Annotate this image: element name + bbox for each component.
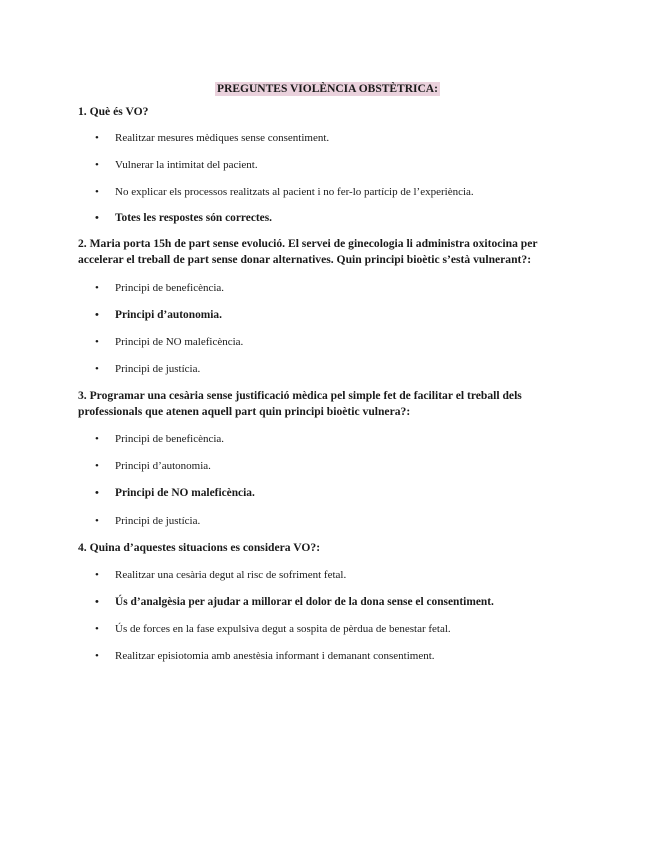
- question-3: 3. Programar una cesària sense justificació mèdica pel simple fet de facilitar el treball dels professionals que atenen aquell part quin principi bioètic vulnera?:: [78, 389, 522, 418]
- bullet-icon: •: [95, 487, 99, 499]
- bullet-icon: •: [95, 596, 99, 608]
- question-1-option-4-correct: [95, 211, 575, 225]
- question-3-option-2: [95, 459, 575, 473]
- bullet-icon: •: [95, 212, 99, 224]
- bullet-icon: •: [95, 159, 99, 171]
- option-text: Ús d’analgèsia per ajudar a millorar el dolor de la dona sense el consentiment.: [115, 596, 494, 608]
- option-text: Realitzar episiotomia amb anestèsia informant i demanant consentiment.: [115, 650, 435, 662]
- bullet-icon: •: [95, 309, 99, 321]
- option-text: Principi de NO maleficència.: [115, 336, 244, 348]
- bullet-icon: •: [95, 363, 99, 375]
- question-2-option-1: [95, 281, 575, 295]
- question-4-option-1: [95, 568, 575, 582]
- option-text: Principi de NO maleficència.: [115, 487, 255, 499]
- bullet-icon: •: [95, 186, 99, 198]
- option-text: Principi de beneficència.: [115, 282, 225, 294]
- bullet-icon: •: [95, 132, 99, 144]
- question-3-option-1: [95, 432, 575, 446]
- bullet-icon: •: [95, 650, 99, 662]
- question-1: 1. Què és VO?: [78, 105, 149, 118]
- question-4-option-2-correct: [95, 595, 575, 609]
- question-4: 4. Quina d’aquestes situacions es considera VO?:: [78, 541, 321, 554]
- title-container: [0, 79, 655, 97]
- bullet-icon: •: [95, 336, 99, 348]
- bullet-icon: •: [95, 569, 99, 581]
- option-text: No explicar els processos realitzats al pacient i no fer-lo partícip de l’experiència.: [115, 186, 474, 198]
- question-1-option-2: [95, 158, 575, 172]
- question-4-option-3: [95, 622, 575, 636]
- question-3-option-3-correct: [95, 486, 575, 500]
- bullet-icon: •: [95, 460, 99, 472]
- option-text: Realitzar una cesària degut al risc de sofriment fetal.: [115, 569, 347, 581]
- question-4-option-4: [95, 649, 575, 663]
- question-2-option-3: [95, 335, 575, 349]
- option-text: Principi d’autonomia.: [115, 309, 222, 321]
- option-text: Principi d’autonomia.: [115, 460, 211, 472]
- option-text: Ús de forces en la fase expulsiva degut a sospita de pèrdua de benestar fetal.: [115, 623, 451, 635]
- bullet-icon: •: [95, 623, 99, 635]
- option-text: Totes les respostes són correctes.: [115, 212, 273, 224]
- question-2-option-4: [95, 362, 575, 376]
- question-3-option-4: [95, 514, 575, 528]
- bullet-icon: •: [95, 515, 99, 527]
- option-text: Principi de justícia.: [115, 515, 201, 527]
- document-title: PREGUNTES VIOLÈNCIA OBSTÈTRICA:: [217, 83, 438, 95]
- option-text: Vulnerar la intimitat del pacient.: [115, 159, 258, 171]
- option-text: Principi de beneficència.: [115, 433, 225, 445]
- question-1-option-1: [95, 131, 575, 145]
- question-2: 2. Maria porta 15h de part sense evolució. El servei de ginecologia li administra oxitocina per accelerar el treball de part sense donar alternatives. Quin principi bioètic s’està vulnerant?:: [78, 237, 538, 266]
- option-text: Principi de justícia.: [115, 363, 201, 375]
- question-2-option-2-correct: [95, 308, 575, 322]
- bullet-icon: •: [95, 433, 99, 445]
- bullet-icon: •: [95, 282, 99, 294]
- option-text: Realitzar mesures mèdiques sense consentiment.: [115, 132, 330, 144]
- question-1-option-3: [95, 185, 575, 199]
